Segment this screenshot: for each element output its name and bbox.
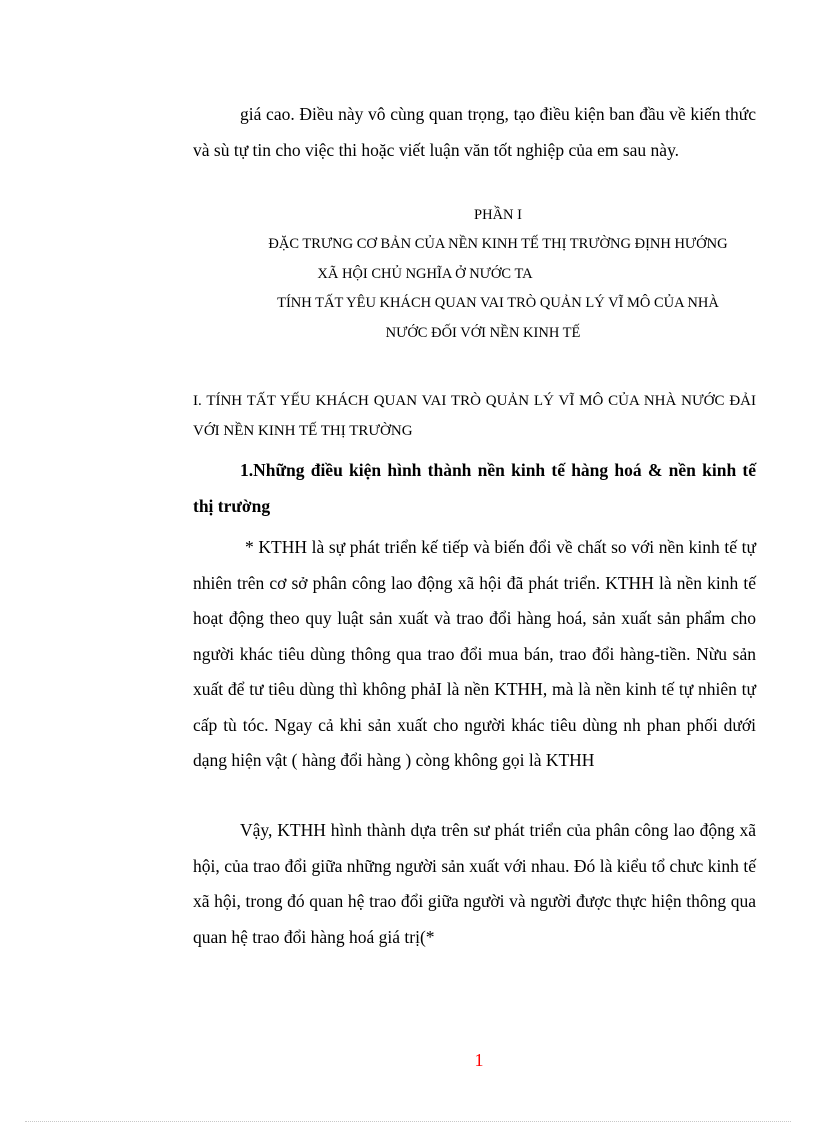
section-i-heading: I. TÍNH TẤT YẾU KHÁCH QUAN VAI TRÒ QUẢN LÝ VĨ MÔ CỦA NHÀ NƯỚC ĐẢI VỚI NỀN KINH TẾ THỊ TRƯỜNG: [193, 393, 756, 439]
paragraph-kthh: * KTHH là sự phát triển kế tiếp và biến đổi về chất so với nền kinh tế tự nhiên trên cơ sở phân công lao động xã hội đã phát triển. KTHH là nền kinh tế hoạt động theo quy luật sản xuất và trao đổi hàng hoá, sản xuất sản phẩm cho người khác tiêu dùng thông qua trao đổi mua bán, trao đổi hàng-tiền. Nừu sản xuất để tư tiêu dùng thì không phảI là nền KTHH, mà là nền kinh tế tự nhiên tự cấp tù tóc. Ngay cả khi sản xuất cho người khác tiêu dùng nh phan phối dưới dạng hiện vật ( hàng đổi hàng ) còng không gọi là KTHH: [193, 537, 756, 770]
part-title-line-1: ĐẶC TRƯNG CƠ BẢN CỦA NỀN KINH TẾ THỊ TRƯỜNG ĐỊNH HƯỚNG: [268, 236, 728, 252]
part-title-line-3: TÍNH TẤT YÊU KHÁCH QUAN VAI TRÒ QUẢN LÝ VĨ MÔ CỦA NHÀ: [277, 295, 719, 311]
part-title-line-2: XÃ HỘI CHỦ NGHĨA Ở NƯỚC TA: [317, 266, 533, 282]
intro-paragraph: giá cao. Điều này vô cùng quan trọng, tạo điều kiện ban đầu về kiến thức và sù tự tin cho việc thi hoặc viết luận văn tốt nghiệp của em sau này.: [193, 104, 756, 160]
page-number: 1: [474, 1050, 484, 1070]
paragraph-vay: Vậy, KTHH hình thành dựa trên sư phát triển của phân công lao động xã hội, của trao đổi giữa những người sản xuất với nhau. Đó là kiểu tổ chưc kinh tế xã hội, trong đó quan hệ trao đổi giữa người và người được thực hiện thông qua quan hệ trao đổi hàng hoá giá trị(*: [193, 820, 756, 947]
subsection-1-heading: 1.Những điều kiện hình thành nền kinh tế hàng hoá & nền kinh tế thị trường: [193, 460, 756, 516]
part-label: PHẦN I: [474, 207, 522, 223]
page-bottom-divider: [25, 1121, 791, 1122]
part-title-line-4: NƯỚC ĐỐI VỚI NỀN KINH TẾ: [385, 325, 581, 341]
